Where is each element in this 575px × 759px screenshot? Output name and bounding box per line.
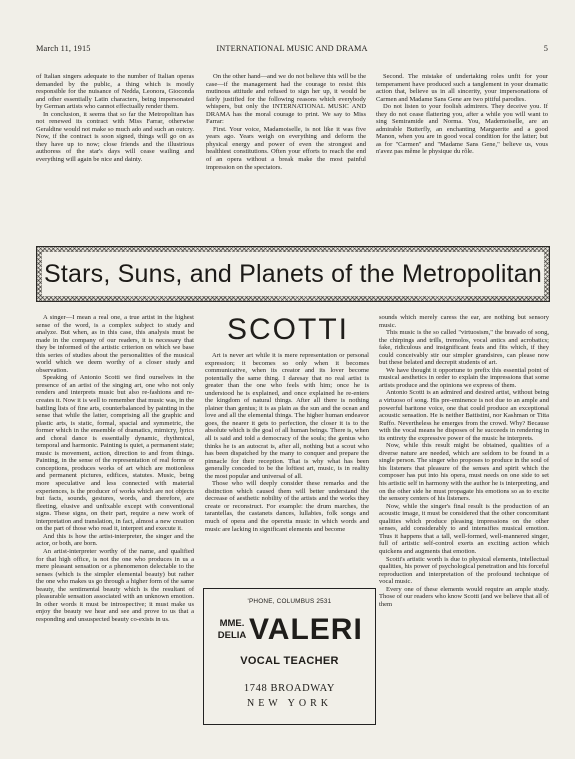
section-banner xyxy=(36,246,550,302)
ad-role: VOCAL TEACHER xyxy=(240,655,339,667)
paragraph: Do not listen to your foolish admirers. They deceive you. If they do not cease flattering you, after a while you will want to sing Semiramide and Norma. You, Mademoiselle, are an admirable Butterfly, an enchanting Marguerite and a good Manon, when you are in good vocal condition for the latter; but as for "Carmen" and "Madame Sans Gene," believe us, vous n'avez pas même le physique du rôle. xyxy=(376,103,548,156)
paragraph: Speaking of Antonio Scotti we find ourselves in the presence of an artist of the singing art, one who not only renders and interprets music but also re-fashions and re-creates it. Now it is well to remember that music was, in the battling lists of fine arts, counterbalanced by painting in the sense that while the latter, comprising all the graphic and plastic arts, is static, formal, spacial and symmetric, the former which in the ensemble of dramatics, mimicry, lyrics and choral dance is essentially dynamic, rhythmical, temporal and harmonic. Painting is quiet, a permanent state; music is movement, action, direction to and from things. Painting, in the sense of the representation of real forms or conceptions, produces works of art which are motionless and permanent pictures, edifices, statutes. Music, being more speculative and less connected with material experiences, is the producer of works which are not objects but facts, sounds, gestures, words, and therefore, are fleeting, elusive and unfixable except with conventional signs. These signs, on their part, require a new work of interpretation and translation, in fact, almost a new creation on the part of those who read it, interpret and execute it. xyxy=(36,374,194,533)
paragraph: In conclusion, it seems that so far the Metropolitan has not renewed its contract with Miss Farrar, otherwise Geraldine would not make so much ado and such an outcry. Now, if the contract is soon signed, things will go on as they have up to now; close friends and the illustrious authoress of the star's days will cease wailing and everything will again be nice and dainty. xyxy=(36,110,194,164)
paragraph: Antonio Scotti is an admired and desired artist, without being a virtuoso of song. His pre-eminence is not due to an ample and powerful baritone voice, one that could produce an exceptional acoustic sensation. He is neither Battistini, nor Kashman or Titta Ruffo. Nevertheless he emerges from the crowd. Why? Because with the vocal means he disposes of he succeeds in rendering in its entirety the expressive power of the music he interprets. xyxy=(379,389,549,442)
paragraph: sounds which merely caress the ear, are nothing but sensory music. xyxy=(379,314,549,329)
banner-panel xyxy=(42,252,544,296)
paragraph: A singer—I mean a real one, a true artist in the highest sense of the word, is a complex subject to study and analyze. But when, as in this case, this analysis must be made in the company of our readers, it is necessary that they be informed of the artistic criterion on which we base this series of studies about the personalities of the musical world which we deem worthy of a closer study and observation. xyxy=(36,314,194,374)
ad-address: 1748 BROADWAY xyxy=(243,683,336,694)
article-column-right xyxy=(379,314,549,732)
ad-phone: 'PHONE, COLUMBUS 2531 xyxy=(247,598,332,605)
ad-title-bottom: DELIA xyxy=(217,630,247,641)
advertisement-box xyxy=(203,588,376,725)
paragraph: of Italian singers adequate to the number of Italian operas demanded by the public, a thing which is mostly responsible for the nuisance of Nedda, Leonora, Gioconda and other essentially Latin characters, being impersonated by German artists who cannot effectually render them. xyxy=(36,73,194,111)
top-column-2 xyxy=(206,73,366,223)
article-column-middle xyxy=(205,352,369,580)
paragraph: Art is never art while it is mere representation or personal expression; it becomes so only when it becomes communicative, when its creator and its lover become potentially the same thing. I daresay that no real artist is greater than the one who feels with him; once he is understood he is explained, and once explained he re-enters the kingdom of natural things. After all there is nothing plainer than genius; it is as plain as the sun and the ocean and love and all the elemental things. The higher human endeavor goes, the nearer it gets to perfection, the closer it is to the absolute which is the goal of all human beings. There is, when all is said and told a democracy of the souls; the genius who thinks he is an autocrat is, after all, nothing but a scout who has been dispatched by the many to conquer and prepare the pinnacle for their reception. That is why what has been generally conceded to be the loftiest art, music, is in reality the most popular and universal of all. xyxy=(205,352,369,480)
banner-title: Stars, Suns, and Planets of the Metropolitan xyxy=(44,259,542,288)
ad-city: NEW YORK xyxy=(246,698,333,709)
article-column-left xyxy=(36,314,194,732)
page-header xyxy=(36,44,548,58)
ad-title-top: MME. xyxy=(219,618,245,629)
ad-surname: VALERI xyxy=(249,613,363,646)
page-number: 5 xyxy=(543,44,548,53)
issue-date: March 11, 1915 xyxy=(36,44,91,53)
article-heading: SCOTTI xyxy=(227,313,349,346)
top-column-1 xyxy=(36,73,194,223)
paragraph: First. Your voice, Madamoiselle, is not like it was five years ago. Years weigh on everything and deform the physical energy and power of even the strongest and healthiest constitutions. Often your efforts to reach the end of an opera without a break make the most painful impression on the spectators. xyxy=(206,125,366,171)
paragraph: On the other hand—and we do not believe this will be the case—if the management had the courage to resist this mutinous attitude and refused to sign her up, it would be fairly justified for the following reasons which everybody whispers, but only the INTERNATIONAL MUSIC AND DRAMA has the moral courage to print. We say to Miss Farrar: xyxy=(206,73,366,126)
publication-name: INTERNATIONAL MUSIC AND DRAMA xyxy=(216,44,368,53)
paragraph: Those who will deeply consider these remarks and the distinction which caused them will better understand the decrease of aesthetic nobility of the artists and the works they create or reconstruct. For example: the drum marches, the tarantellas, the castanets dances, lullabies, folk songs and much of opera and the operetta music in which words and music are lacking in significant elements and become xyxy=(205,480,369,533)
paragraph: Scotti's artistic worth is due to physical elements, intellectual qualities, his power of psychological penetration and his forceful reproduction and interpretation of the profound technique of vocal music. xyxy=(379,555,549,586)
paragraph: This music is the so called "virtuosism," the bravado of song, the chirpings and trills, tremolos, vocal antics and acrobatics; fake, ridiculous and insignificant feats and fits which, if they could conceivably stir our simpler grandsires, can please now but these belated and decrepit students of art. xyxy=(379,329,549,367)
paragraph: And this is how the artist-interpreter, the singer and the actor, or both, are born. xyxy=(36,532,194,548)
paragraph: Every one of these elements would require an ample study. Those of our readers who know Scotti (and we believe that all of them xyxy=(379,585,549,608)
paragraph: Now, while the singer's final result is the production of an acoustic image, it must be considered that the other concomitant qualities which produce pleasing impressions on the other senses, add considerably to and intensifies musical emotion. Thus it happens that a tall, well-formed, well-mannered singer, full of artistic self-control exerts an exciting action which quickens and augments that emotion. xyxy=(379,502,549,555)
paragraph: An artist-interpreter worthy of the name, and qualified for that high office, is not the one who produces in us a mere pleasant sensation or a phenomenon delectable to the senses (which is the simpler elemental beauty) but rather the one who makes us go through a higher form of the same beauty, the sentimental beauty which is the resultant of pleasurable sensation associated with an unknown emotion. In other words it must be introspective; it must make us enjoy the beauty we hear and see and prove to us that a responding and unsuspected beauty co-exists in us. xyxy=(36,547,194,623)
paragraph: We have thought it opportune to prefix this essential point of musical aesthetics in order to explain the impressions that some artists produce and the opinions we express of them. xyxy=(379,366,549,389)
top-column-3 xyxy=(376,73,548,223)
ad-name xyxy=(216,613,363,649)
paragraph: Now, while this result might be obtained, qualities of a diverse nature are needed, which are seldom to be found in a single person. The singer who proposes to produce in the soul of his listeners that pleasure of the senses and spirit which the composer has put into his opera, must needs on one side to set his artistic self in harmony with the author he is interpreting, and on the other side he must propagate his emotions so as to excite the sensory centers of his listeners. xyxy=(379,442,549,503)
paragraph: Second. The mistake of undertaking roles unfit for your temperament have produced such a tanglement in your dramatic action that, believe us in all sincerity, your impersonations of Carmen and Madame Sans Gene are two pitiful parodies. xyxy=(376,73,548,103)
